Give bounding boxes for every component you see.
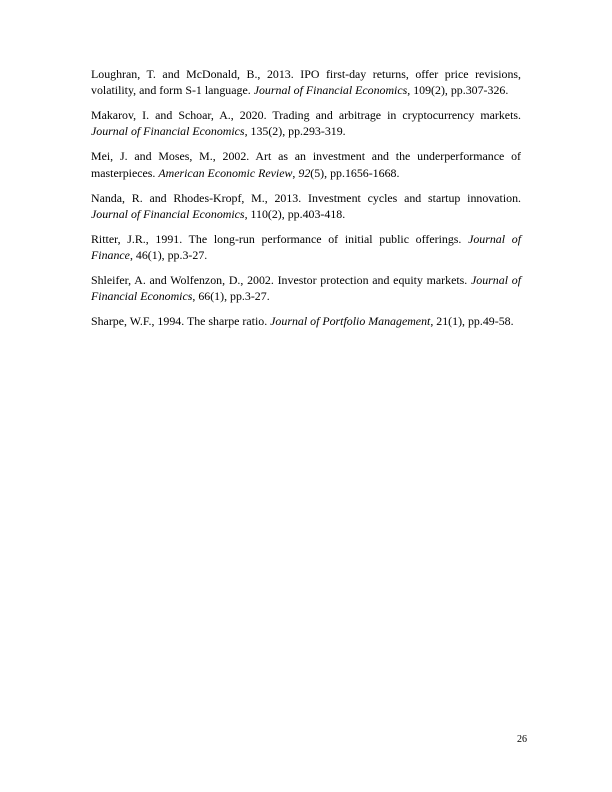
reference-text: Nanda, R. and Rhodes-Kropf, M., 2013. Investment cycles and startup innovation. xyxy=(91,190,521,205)
reference-text: Makarov, I. and Schoar, A., 2020. Trading and arbitrage in cryptocurrency markets. xyxy=(91,108,521,123)
reference-text: Mei, J. and Moses, M., 2002. Art as an investment and the underperformance of masterpieces. xyxy=(91,149,521,180)
reference-entry xyxy=(91,231,521,264)
reference-separator: , xyxy=(292,165,299,180)
reference-venue: Journal of Financial Economics xyxy=(253,83,408,98)
reference-entry xyxy=(91,313,521,329)
reference-list xyxy=(91,66,521,338)
reference-entry xyxy=(91,66,521,99)
reference-venue: Journal of Portfolio Management xyxy=(270,314,431,329)
reference-venue: Journal of Finance xyxy=(91,231,521,263)
reference-details: , 21(1), pp.49-58. xyxy=(430,314,514,329)
page-number: 26 xyxy=(517,734,527,745)
reference-details: , 135(2), pp.293-319. xyxy=(244,124,346,139)
reference-details: , 46(1), pp.3-27. xyxy=(129,248,208,263)
reference-details: (5), pp.1656-1668. xyxy=(310,165,400,180)
reference-venue: Journal of Financial Economics xyxy=(91,124,245,139)
reference-venue: American Economic Review xyxy=(158,165,293,180)
reference-text: Ritter, J.R., 1991. The long-run performance of initial public offerings. xyxy=(91,231,469,246)
reference-details: , 66(1), pp.3-27. xyxy=(192,289,270,304)
reference-venue: Journal of Financial Economics xyxy=(91,206,245,221)
reference-text: Loughran, T. and McDonald, B., 2013. IPO first-day returns, offer price revisions, volatility, and form S-1 language. xyxy=(91,67,521,98)
reference-venue: Journal of Financial Economics xyxy=(91,272,522,304)
reference-entry xyxy=(91,107,521,140)
reference-text: Sharpe, W.F., 1994. The sharpe ratio. xyxy=(91,314,271,329)
reference-details: , 110(2), pp.403-418. xyxy=(244,206,346,221)
reference-entry xyxy=(91,148,521,181)
reference-entry xyxy=(91,190,521,223)
reference-details: , 109(2), pp.307-326. xyxy=(407,83,509,98)
reference-text: Shleifer, A. and Wolfenzon, D., 2002. Investor protection and equity markets. xyxy=(91,272,472,287)
reference-volume: 92 xyxy=(298,165,311,180)
reference-entry xyxy=(91,272,521,305)
